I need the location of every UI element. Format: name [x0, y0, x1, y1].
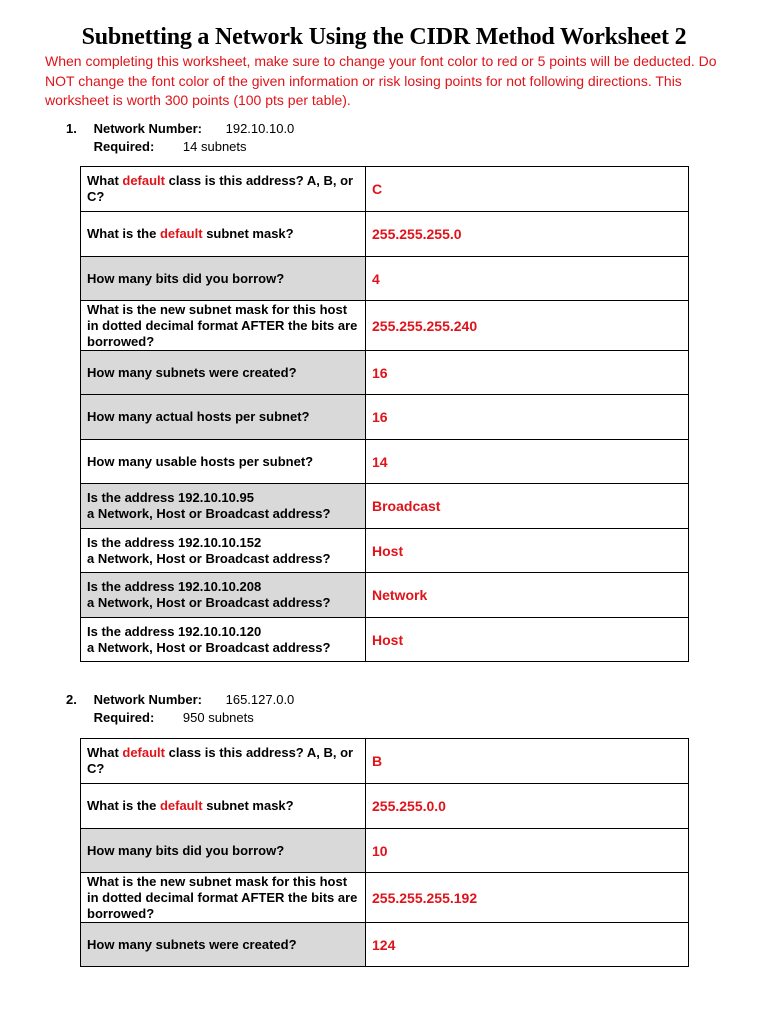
- question-text: What is the new subnet mask for this host in dotted decimal format AFTER the bits are borrowed?: [87, 873, 358, 921]
- default-keyword: default: [122, 745, 166, 760]
- question-text: Is the address 192.10.10.95: [87, 490, 254, 505]
- question-row: [81, 739, 689, 784]
- question-text: class is this address? A, B, or C?: [87, 173, 354, 204]
- question-text: subnet mask?: [202, 798, 294, 813]
- default-keyword: default: [159, 798, 203, 813]
- answer-cell[interactable]: 255.255.255.240: [366, 301, 689, 351]
- answer-cell[interactable]: 4: [366, 257, 689, 301]
- question-cell: [81, 739, 366, 784]
- problem-2-header: [66, 691, 294, 727]
- question-row: [81, 484, 689, 529]
- question-text: What is the: [87, 226, 160, 241]
- question-text: How many usable hosts per subnet?: [87, 453, 314, 469]
- question-row: [81, 167, 689, 212]
- answer-cell[interactable]: Host: [366, 529, 689, 573]
- required-value: 950 subnets: [182, 710, 254, 725]
- default-keyword: default: [122, 173, 166, 188]
- answer-cell[interactable]: 14: [366, 440, 689, 484]
- question-cell: [81, 440, 366, 484]
- question-cell: [81, 923, 366, 967]
- question-row: [81, 829, 689, 873]
- question-text: a Network, Host or Broadcast address?: [87, 550, 331, 566]
- question-cell: [81, 618, 366, 662]
- problem-2-table: [80, 738, 689, 967]
- question-text: How many subnets were created?: [87, 364, 297, 380]
- question-text: How many subnets were created?: [87, 936, 297, 952]
- instructions-text: When completing this worksheet, make sure to change your font color to red or 5 points will be deducted. Do NOT change the font color of the given information or risk losing points for not following directions. This worksheet is worth 300 points (100 pts per table).: [45, 53, 717, 108]
- question-cell: [81, 301, 366, 351]
- network-number-value: 165.127.0.0: [225, 692, 295, 707]
- question-row: [81, 873, 689, 923]
- answer-cell[interactable]: 255.255.0.0: [366, 784, 689, 829]
- page-title: Subnetting a Network Using the CIDR Method Worksheet 2: [81, 24, 687, 50]
- question-text: class is this address? A, B, or C?: [87, 745, 354, 776]
- question-cell: [81, 395, 366, 440]
- question-row: [81, 351, 689, 395]
- problem-number: 2.: [66, 692, 77, 707]
- question-cell: [81, 212, 366, 257]
- question-row: [81, 395, 689, 440]
- question-text: subnet mask?: [202, 226, 294, 241]
- question-text: How many bits did you borrow?: [87, 842, 285, 858]
- problem-1-header: [66, 120, 294, 156]
- question-text: a Network, Host or Broadcast address?: [87, 595, 331, 610]
- question-cell: [81, 351, 366, 395]
- answer-cell[interactable]: 16: [366, 351, 689, 395]
- answer-cell[interactable]: Host: [366, 618, 689, 662]
- default-keyword: default: [159, 226, 203, 241]
- question-row: [81, 573, 689, 618]
- answer-cell[interactable]: Network: [366, 573, 689, 618]
- question-cell: [81, 167, 366, 212]
- question-row: [81, 923, 689, 967]
- question-cell: [81, 873, 366, 923]
- question-text: What is the: [87, 798, 160, 813]
- question-cell: [81, 829, 366, 873]
- required-label: Required:: [93, 710, 155, 725]
- question-text: What is the new subnet mask for this host in dotted decimal format AFTER the bits are borrowed?: [87, 301, 358, 349]
- answer-cell[interactable]: 10: [366, 829, 689, 873]
- question-row: [81, 440, 689, 484]
- question-row: [81, 212, 689, 257]
- question-row: [81, 257, 689, 301]
- question-cell: [81, 257, 366, 301]
- question-row: [81, 618, 689, 662]
- problem-1-table: [80, 166, 689, 662]
- question-cell: [81, 529, 366, 573]
- network-number-label: Network Number:: [93, 121, 202, 136]
- answer-cell[interactable]: 16: [366, 395, 689, 440]
- question-cell: [81, 573, 366, 618]
- network-number-value: 192.10.10.0: [225, 121, 295, 136]
- problem-number: 1.: [66, 121, 77, 136]
- answer-cell[interactable]: C: [366, 167, 689, 212]
- question-text: How many bits did you borrow?: [87, 270, 285, 286]
- required-value: 14 subnets: [182, 139, 247, 154]
- question-cell: [81, 784, 366, 829]
- network-number-label: Network Number:: [93, 692, 202, 707]
- answer-cell[interactable]: B: [366, 739, 689, 784]
- question-text: a Network, Host or Broadcast address?: [87, 639, 331, 655]
- question-row: [81, 529, 689, 573]
- question-cell: [81, 484, 366, 529]
- question-text: Is the address 192.10.10.120: [87, 623, 262, 639]
- question-row: [81, 784, 689, 829]
- question-row: [81, 301, 689, 351]
- question-text: What: [87, 745, 123, 760]
- question-text: How many actual hosts per subnet?: [87, 409, 310, 424]
- answer-cell[interactable]: 255.255.255.192: [366, 873, 689, 923]
- answer-cell[interactable]: 124: [366, 923, 689, 967]
- question-text: a Network, Host or Broadcast address?: [87, 506, 331, 521]
- answer-cell[interactable]: 255.255.255.0: [366, 212, 689, 257]
- question-text: Is the address 192.10.10.208: [87, 579, 262, 594]
- answer-cell[interactable]: Broadcast: [366, 484, 689, 529]
- question-text: What: [87, 173, 123, 188]
- question-text: Is the address 192.10.10.152: [87, 534, 262, 550]
- required-label: Required:: [93, 139, 155, 154]
